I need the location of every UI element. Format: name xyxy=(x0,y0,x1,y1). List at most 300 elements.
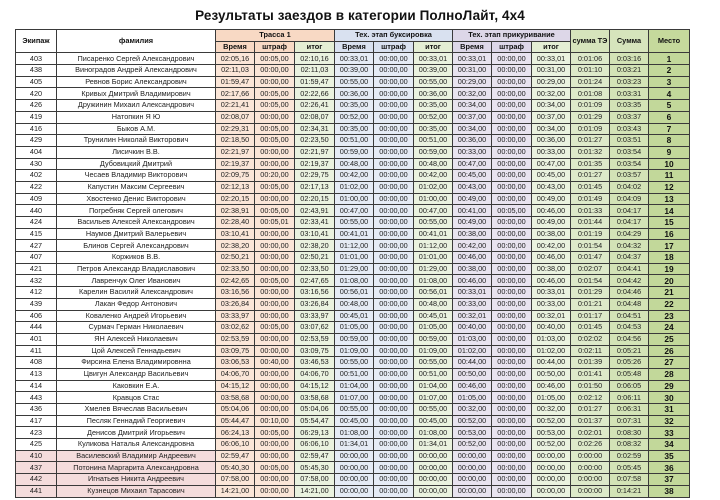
cell-towing-result: 01:04,00 xyxy=(414,380,453,392)
cell-towing-time: 00:00,00 xyxy=(335,450,374,462)
cell-place: 11 xyxy=(649,170,690,182)
cell-jumpstart-time: 00:43,00 xyxy=(453,181,492,193)
cell-sum: 0:03:35 xyxy=(610,100,649,112)
cell-jumpstart-result: 00:52,00 xyxy=(532,439,571,451)
cell-sum: 0:03:57 xyxy=(610,170,649,182)
cell-towing-time: 00:51,00 xyxy=(335,135,374,147)
cell-place: 13 xyxy=(649,193,690,205)
cell-jumpstart-result: 00:34,00 xyxy=(532,123,571,135)
cell-crew: 442 xyxy=(16,474,57,486)
cell-crew: 403 xyxy=(16,53,57,65)
cell-towing-time: 00:47,00 xyxy=(335,205,374,217)
cell-place: 20 xyxy=(649,275,690,287)
cell-track1-time: 05:44,47 xyxy=(216,415,255,427)
cell-jumpstart-time: 00:32,00 xyxy=(453,88,492,100)
cell-jumpstart-penalty: 00:00,00 xyxy=(492,88,532,100)
cell-towing-penalty: 00:00,00 xyxy=(374,135,414,147)
cell-te-sum: 0:00:00 xyxy=(571,450,610,462)
cell-jumpstart-time: 01:02,00 xyxy=(453,345,492,357)
cell-towing-time: 01:04,00 xyxy=(335,380,374,392)
cell-crew: 443 xyxy=(16,392,57,404)
cell-jumpstart-result: 00:00,00 xyxy=(532,474,571,486)
cell-crew: 439 xyxy=(16,298,57,310)
cell-sum: 0:04:17 xyxy=(610,217,649,229)
cell-name: Ревнов Борис Александрович xyxy=(57,76,216,88)
cell-towing-time: 01:08,00 xyxy=(335,427,374,439)
table-header xyxy=(16,30,690,53)
cell-crew: 432 xyxy=(16,275,57,287)
cell-jumpstart-time: 00:32,01 xyxy=(453,310,492,322)
cell-name: Игнатьев Никита Андреевич xyxy=(57,474,216,486)
cell-te-sum: 0:00:00 xyxy=(571,485,610,497)
cell-towing-result: 00:51,00 xyxy=(414,368,453,380)
cell-jumpstart-penalty: 00:00,00 xyxy=(492,158,532,170)
cell-jumpstart-time: 00:49,00 xyxy=(453,193,492,205)
cell-name: Лавренчук Олег Иванович xyxy=(57,275,216,287)
table-row xyxy=(16,439,690,451)
cell-name: Песляк Геннадий Георгиевич xyxy=(57,415,216,427)
cell-track1-result: 03:46,53 xyxy=(295,357,335,369)
cell-jumpstart-penalty: 00:00,00 xyxy=(492,181,532,193)
cell-crew: 421 xyxy=(16,263,57,275)
cell-track1-result: 04:06,70 xyxy=(295,368,335,380)
cell-name: Сурмач Герман Николаевич xyxy=(57,322,216,334)
cell-jumpstart-result: 00:43,00 xyxy=(532,181,571,193)
cell-name: Денисов Дмитрий Игорьевич xyxy=(57,427,216,439)
cell-sum: 0:03:54 xyxy=(610,158,649,170)
cell-jumpstart-result: 00:36,00 xyxy=(532,135,571,147)
cell-sum: 0:04:02 xyxy=(610,181,649,193)
cell-place: 3 xyxy=(649,76,690,88)
cell-crew: 414 xyxy=(16,380,57,392)
cell-jumpstart-time: 00:34,00 xyxy=(453,123,492,135)
cell-jumpstart-result: 00:50,00 xyxy=(532,368,571,380)
cell-track1-result: 02:59,47 xyxy=(295,450,335,462)
cell-te-sum: 0:01:10 xyxy=(571,65,610,77)
cell-te-sum: 0:01:24 xyxy=(571,76,610,88)
cell-jumpstart-result: 00:31,00 xyxy=(532,65,571,77)
cell-towing-time: 00:55,00 xyxy=(335,76,374,88)
cell-track1-penalty: 00:00,00 xyxy=(255,263,295,275)
cell-track1-time: 04:06,70 xyxy=(216,368,255,380)
cell-towing-result: 01:08,00 xyxy=(414,427,453,439)
cell-towing-penalty: 00:00,00 xyxy=(374,65,414,77)
cell-name: Быков А.М. xyxy=(57,123,216,135)
cell-track1-time: 02:28,40 xyxy=(216,217,255,229)
cell-towing-penalty: 00:00,00 xyxy=(374,474,414,486)
cell-towing-penalty: 00:00,00 xyxy=(374,415,414,427)
cell-track1-time: 02:17,66 xyxy=(216,88,255,100)
cell-name: Каковкин Е.А. xyxy=(57,380,216,392)
cell-jumpstart-result: 01:02,00 xyxy=(532,345,571,357)
cell-track1-penalty: 00:00,00 xyxy=(255,368,295,380)
cell-jumpstart-time: 00:00,00 xyxy=(453,450,492,462)
cell-te-sum: 0:02:11 xyxy=(571,345,610,357)
cell-name: Виноградов Андрей Александрович xyxy=(57,65,216,77)
cell-track1-result: 02:29,75 xyxy=(295,170,335,182)
cell-te-sum: 0:00:00 xyxy=(571,474,610,486)
cell-crew: 424 xyxy=(16,217,57,229)
cell-jumpstart-time: 00:37,00 xyxy=(453,111,492,123)
cell-track1-time: 03:33,97 xyxy=(216,310,255,322)
cell-towing-result: 01:29,00 xyxy=(414,263,453,275)
cell-place: 5 xyxy=(649,100,690,112)
cell-name: Коржиков В.В. xyxy=(57,252,216,264)
cell-track1-result: 04:15,12 xyxy=(295,380,335,392)
cell-towing-result: 01:00,00 xyxy=(414,193,453,205)
header-jumpstart-time: Время xyxy=(453,41,492,53)
cell-track1-penalty: 00:00,00 xyxy=(255,158,295,170)
cell-jumpstart-result: 00:53,00 xyxy=(532,427,571,439)
table-row xyxy=(16,65,690,77)
cell-towing-result: 00:48,00 xyxy=(414,158,453,170)
table-row xyxy=(16,252,690,264)
cell-towing-time: 00:00,00 xyxy=(335,474,374,486)
cell-name: Лисичкин В.В. xyxy=(57,146,216,158)
cell-towing-penalty: 00:00,00 xyxy=(374,333,414,345)
cell-jumpstart-time: 00:52,00 xyxy=(453,415,492,427)
cell-jumpstart-penalty: 00:00,00 xyxy=(492,263,532,275)
cell-track1-result: 07:58,00 xyxy=(295,474,335,486)
cell-te-sum: 0:02:02 xyxy=(571,333,610,345)
cell-jumpstart-result: 00:37,00 xyxy=(532,111,571,123)
cell-jumpstart-penalty: 00:00,00 xyxy=(492,392,532,404)
cell-sum: 0:04:32 xyxy=(610,240,649,252)
cell-te-sum: 0:01:21 xyxy=(571,298,610,310)
table-row xyxy=(16,193,690,205)
cell-track1-penalty: 00:05,00 xyxy=(255,427,295,439)
cell-towing-result: 00:41,01 xyxy=(414,228,453,240)
cell-track1-result: 05:04,06 xyxy=(295,404,335,416)
cell-track1-penalty: 00:00,00 xyxy=(255,298,295,310)
cell-sum: 0:04:42 xyxy=(610,275,649,287)
cell-towing-time: 00:33,01 xyxy=(335,53,374,65)
cell-name: Карелин Василий Александрович xyxy=(57,287,216,299)
cell-te-sum: 0:01:54 xyxy=(571,275,610,287)
cell-towing-time: 00:41,01 xyxy=(335,228,374,240)
cell-crew: 404 xyxy=(16,146,57,158)
table-row xyxy=(16,111,690,123)
cell-te-sum: 0:01:33 xyxy=(571,205,610,217)
cell-jumpstart-result: 00:47,00 xyxy=(532,158,571,170)
cell-place: 35 xyxy=(649,450,690,462)
header-place: Место xyxy=(649,30,690,53)
cell-jumpstart-time: 00:38,00 xyxy=(453,228,492,240)
cell-place: 24 xyxy=(649,322,690,334)
table-row xyxy=(16,450,690,462)
cell-towing-time: 00:35,00 xyxy=(335,100,374,112)
cell-towing-result: 00:42,00 xyxy=(414,170,453,182)
cell-towing-result: 00:45,00 xyxy=(414,415,453,427)
cell-towing-result: 00:00,00 xyxy=(414,450,453,462)
cell-track1-penalty: 00:00,00 xyxy=(255,287,295,299)
cell-track1-time: 02:09,75 xyxy=(216,170,255,182)
cell-towing-result: 01:01,00 xyxy=(414,252,453,264)
cell-te-sum: 0:01:27 xyxy=(571,404,610,416)
cell-jumpstart-time: 00:45,00 xyxy=(453,170,492,182)
header-track1: Трасса 1 xyxy=(216,30,335,42)
cell-jumpstart-result: 00:29,00 xyxy=(532,76,571,88)
cell-sum: 0:03:16 xyxy=(610,53,649,65)
cell-towing-result: 00:59,00 xyxy=(414,333,453,345)
cell-track1-penalty: 00:05,00 xyxy=(255,135,295,147)
cell-track1-time: 02:42,65 xyxy=(216,275,255,287)
cell-sum: 0:04:48 xyxy=(610,298,649,310)
table-row xyxy=(16,217,690,229)
cell-towing-time: 00:42,00 xyxy=(335,170,374,182)
cell-towing-result: 00:39,00 xyxy=(414,65,453,77)
table-row xyxy=(16,228,690,240)
cell-crew: 411 xyxy=(16,345,57,357)
cell-jumpstart-penalty: 00:00,00 xyxy=(492,111,532,123)
cell-te-sum: 0:01:09 xyxy=(571,123,610,135)
cell-crew: 417 xyxy=(16,415,57,427)
cell-towing-penalty: 00:00,00 xyxy=(374,462,414,474)
cell-jumpstart-result: 00:33,01 xyxy=(532,53,571,65)
cell-name: Васильев Алексей Александрович xyxy=(57,217,216,229)
cell-jumpstart-result: 00:34,00 xyxy=(532,100,571,112)
cell-track1-result: 03:10,41 xyxy=(295,228,335,240)
cell-towing-penalty: 00:00,00 xyxy=(374,298,414,310)
cell-te-sum: 0:01:39 xyxy=(571,357,610,369)
table-row xyxy=(16,88,690,100)
cell-sum: 0:03:43 xyxy=(610,123,649,135)
cell-towing-penalty: 00:00,00 xyxy=(374,392,414,404)
table-row xyxy=(16,474,690,486)
table-row xyxy=(16,380,690,392)
cell-towing-penalty: 00:00,00 xyxy=(374,345,414,357)
cell-sum: 0:04:51 xyxy=(610,310,649,322)
cell-towing-time: 01:08,00 xyxy=(335,275,374,287)
cell-name: Трунилин Николай Викторович xyxy=(57,135,216,147)
cell-jumpstart-result: 00:46,00 xyxy=(532,205,571,217)
cell-towing-result: 00:55,00 xyxy=(414,217,453,229)
cell-track1-result: 05:54,47 xyxy=(295,415,335,427)
cell-track1-penalty: 00:00,00 xyxy=(255,228,295,240)
cell-te-sum: 0:01:45 xyxy=(571,322,610,334)
cell-te-sum: 0:02:01 xyxy=(571,427,610,439)
cell-jumpstart-time: 00:52,00 xyxy=(453,439,492,451)
cell-track1-penalty: 00:00,00 xyxy=(255,392,295,404)
cell-towing-penalty: 00:00,00 xyxy=(374,427,414,439)
cell-track1-result: 02:20,15 xyxy=(295,193,335,205)
cell-jumpstart-penalty: 00:00,00 xyxy=(492,474,532,486)
cell-towing-time: 00:56,01 xyxy=(335,287,374,299)
header-track1-penalty: штраф xyxy=(255,41,295,53)
cell-track1-time: 03:10,41 xyxy=(216,228,255,240)
cell-crew: 440 xyxy=(16,205,57,217)
cell-jumpstart-time: 00:34,00 xyxy=(453,100,492,112)
cell-place: 27 xyxy=(649,357,690,369)
table-row xyxy=(16,76,690,88)
cell-te-sum: 0:01:41 xyxy=(571,368,610,380)
header-towing-time: Время xyxy=(335,41,374,53)
cell-towing-time: 01:09,00 xyxy=(335,345,374,357)
cell-jumpstart-penalty: 00:00,00 xyxy=(492,333,532,345)
cell-name: Капустин Максим Сергеевич xyxy=(57,181,216,193)
cell-towing-time: 00:00,00 xyxy=(335,462,374,474)
cell-towing-penalty: 00:00,00 xyxy=(374,158,414,170)
table-row xyxy=(16,146,690,158)
cell-sum: 0:07:31 xyxy=(610,415,649,427)
cell-crew: 427 xyxy=(16,240,57,252)
cell-towing-time: 01:00,00 xyxy=(335,193,374,205)
header-towing: Тех. этап буксировка xyxy=(335,30,453,42)
cell-crew: 401 xyxy=(16,333,57,345)
cell-crew: 429 xyxy=(16,135,57,147)
cell-track1-penalty: 00:05,00 xyxy=(255,462,295,474)
cell-sum: 0:05:21 xyxy=(610,345,649,357)
cell-sum: 0:06:05 xyxy=(610,380,649,392)
cell-crew: 441 xyxy=(16,485,57,497)
cell-track1-result: 02:33,41 xyxy=(295,217,335,229)
cell-towing-penalty: 00:00,00 xyxy=(374,217,414,229)
cell-sum: 0:03:23 xyxy=(610,76,649,88)
cell-track1-result: 03:26,84 xyxy=(295,298,335,310)
cell-towing-result: 00:36,00 xyxy=(414,88,453,100)
cell-sum: 0:14:21 xyxy=(610,485,649,497)
cell-sum: 0:03:51 xyxy=(610,135,649,147)
cell-track1-penalty: 00:00,00 xyxy=(255,146,295,158)
cell-place: 1 xyxy=(649,53,690,65)
cell-track1-result: 02:11,03 xyxy=(295,65,335,77)
header-track1-result: итог xyxy=(295,41,335,53)
cell-track1-time: 02:05,16 xyxy=(216,53,255,65)
cell-te-sum: 0:00:00 xyxy=(571,462,610,474)
cell-te-sum: 0:01:29 xyxy=(571,111,610,123)
cell-towing-result: 00:45,01 xyxy=(414,310,453,322)
cell-jumpstart-time: 01:03,00 xyxy=(453,333,492,345)
cell-towing-penalty: 00:00,00 xyxy=(374,240,414,252)
cell-jumpstart-time: 00:44,00 xyxy=(453,357,492,369)
cell-jumpstart-time: 00:33,00 xyxy=(453,146,492,158)
cell-jumpstart-result: 00:33,00 xyxy=(532,298,571,310)
cell-name: Лакан Федор Антонович xyxy=(57,298,216,310)
table-row xyxy=(16,322,690,334)
cell-towing-penalty: 00:00,00 xyxy=(374,380,414,392)
header-jumpstart-result: итог xyxy=(532,41,571,53)
cell-track1-result: 06:06,10 xyxy=(295,439,335,451)
cell-crew: 402 xyxy=(16,170,57,182)
cell-te-sum: 0:01:32 xyxy=(571,146,610,158)
cell-crew: 412 xyxy=(16,287,57,299)
cell-te-sum: 0:01:50 xyxy=(571,380,610,392)
cell-sum: 0:05:45 xyxy=(610,462,649,474)
cell-jumpstart-penalty: 00:00,00 xyxy=(492,135,532,147)
cell-place: 21 xyxy=(649,287,690,299)
table-row xyxy=(16,427,690,439)
header-crew: Экипаж xyxy=(16,30,57,53)
cell-crew: 410 xyxy=(16,450,57,462)
cell-track1-penalty: 00:20,00 xyxy=(255,170,295,182)
cell-te-sum: 0:01:27 xyxy=(571,170,610,182)
cell-name: Коваленко Андрей Игорьевич xyxy=(57,310,216,322)
cell-jumpstart-penalty: 00:00,00 xyxy=(492,228,532,240)
cell-towing-result: 00:48,00 xyxy=(414,298,453,310)
table-row xyxy=(16,205,690,217)
cell-track1-time: 02:38,91 xyxy=(216,205,255,217)
cell-place: 23 xyxy=(649,310,690,322)
cell-jumpstart-time: 00:32,00 xyxy=(453,404,492,416)
cell-jumpstart-penalty: 00:05,00 xyxy=(492,205,532,217)
cell-crew: 420 xyxy=(16,88,57,100)
cell-towing-penalty: 00:00,00 xyxy=(374,368,414,380)
cell-jumpstart-penalty: 00:00,00 xyxy=(492,217,532,229)
cell-jumpstart-result: 01:05,00 xyxy=(532,392,571,404)
table-row xyxy=(16,298,690,310)
cell-towing-time: 00:00,00 xyxy=(335,485,374,497)
cell-towing-time: 00:36,00 xyxy=(335,88,374,100)
cell-track1-result: 03:07,62 xyxy=(295,322,335,334)
cell-sum: 0:05:48 xyxy=(610,368,649,380)
cell-te-sum: 0:01:08 xyxy=(571,88,610,100)
cell-track1-time: 06:06,10 xyxy=(216,439,255,451)
cell-jumpstart-penalty: 00:00,00 xyxy=(492,357,532,369)
cell-towing-time: 01:29,00 xyxy=(335,263,374,275)
cell-jumpstart-result: 00:32,00 xyxy=(532,404,571,416)
cell-place: 34 xyxy=(649,439,690,451)
cell-jumpstart-time: 00:38,00 xyxy=(453,263,492,275)
cell-name: Дубовицкий Дмитрий xyxy=(57,158,216,170)
cell-towing-penalty: 00:00,00 xyxy=(374,88,414,100)
cell-track1-time: 06:24,13 xyxy=(216,427,255,439)
cell-jumpstart-result: 00:32,01 xyxy=(532,310,571,322)
cell-name: Наумов Дмитрий Валерьевич xyxy=(57,228,216,240)
cell-jumpstart-penalty: 00:00,00 xyxy=(492,380,532,392)
cell-name: Кравцов Стас xyxy=(57,392,216,404)
cell-place: 25 xyxy=(649,333,690,345)
cell-towing-result: 00:00,00 xyxy=(414,474,453,486)
cell-te-sum: 0:02:26 xyxy=(571,439,610,451)
cell-sum: 0:07:58 xyxy=(610,474,649,486)
cell-sum: 0:02:59 xyxy=(610,450,649,462)
cell-jumpstart-time: 00:42,00 xyxy=(453,240,492,252)
cell-towing-penalty: 00:00,00 xyxy=(374,146,414,158)
cell-place: 29 xyxy=(649,380,690,392)
cell-towing-time: 00:59,00 xyxy=(335,146,374,158)
table-row xyxy=(16,368,690,380)
table-row xyxy=(16,123,690,135)
cell-te-sum: 0:01:49 xyxy=(571,193,610,205)
cell-jumpstart-result: 00:33,00 xyxy=(532,146,571,158)
table-row xyxy=(16,53,690,65)
cell-track1-time: 02:21,41 xyxy=(216,100,255,112)
cell-towing-result: 00:33,01 xyxy=(414,53,453,65)
table-row xyxy=(16,333,690,345)
cell-te-sum: 0:01:47 xyxy=(571,252,610,264)
cell-jumpstart-time: 00:00,00 xyxy=(453,462,492,474)
cell-crew: 419 xyxy=(16,111,57,123)
cell-place: 18 xyxy=(649,252,690,264)
cell-towing-time: 00:55,00 xyxy=(335,404,374,416)
cell-jumpstart-penalty: 00:00,00 xyxy=(492,485,532,497)
cell-track1-penalty: 00:00,00 xyxy=(255,474,295,486)
cell-crew: 426 xyxy=(16,100,57,112)
cell-place: 16 xyxy=(649,228,690,240)
page-title: Результаты заездов в категории ПолноЛайт, 4х4 xyxy=(195,8,525,23)
cell-track1-penalty: 00:00,00 xyxy=(255,333,295,345)
cell-jumpstart-result: 00:45,00 xyxy=(532,170,571,182)
table-row xyxy=(16,392,690,404)
cell-track1-time: 03:26,84 xyxy=(216,298,255,310)
cell-jumpstart-result: 01:03,00 xyxy=(532,333,571,345)
cell-track1-result: 02:43,91 xyxy=(295,205,335,217)
cell-jumpstart-result: 00:00,00 xyxy=(532,450,571,462)
cell-track1-penalty: 00:00,00 xyxy=(255,380,295,392)
cell-te-sum: 0:01:37 xyxy=(571,415,610,427)
cell-crew: 423 xyxy=(16,427,57,439)
cell-te-sum: 0:02:12 xyxy=(571,392,610,404)
